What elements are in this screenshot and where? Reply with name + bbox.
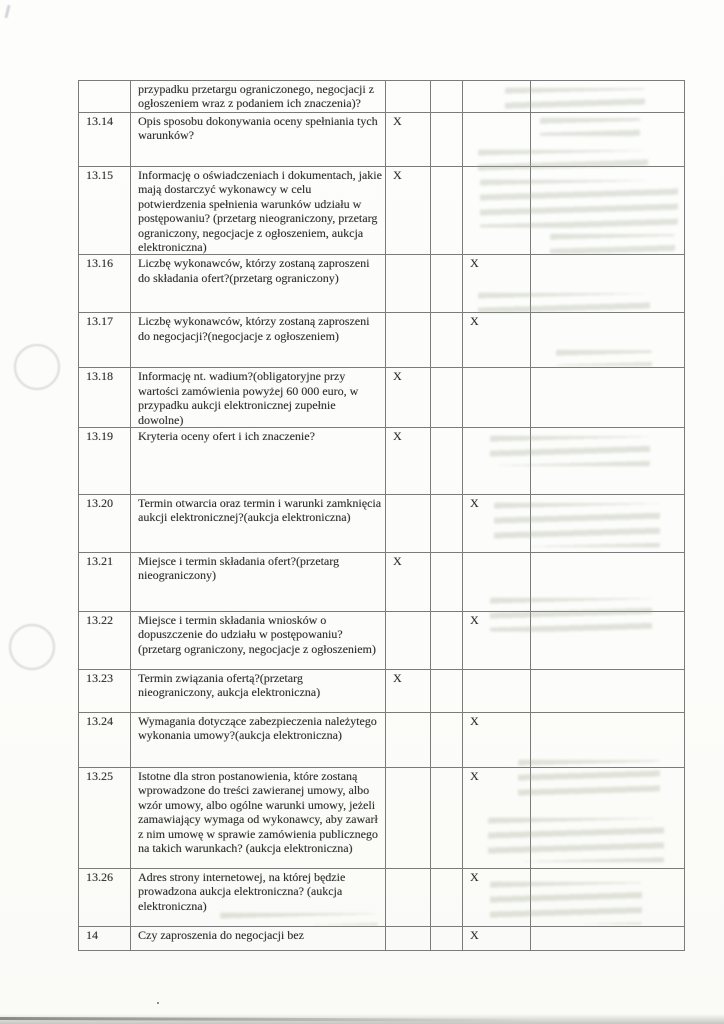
page-edge-line <box>0 1017 560 1022</box>
empty-mark-cell <box>531 167 685 255</box>
row-number: 13.23 <box>79 670 131 713</box>
empty-mark-cell <box>463 167 531 255</box>
empty-mark-cell <box>431 167 463 255</box>
row-question: Informację o oświadczeniach i dokumentach, jakie mają dostarczyć wykonawcy w celu potwierdzenia spełnienia warunków udziału w postępowaniu? (przetarg nieograniczony, przetarg ograniczony, negocjacje z ogłoszeniem, aukcja elektroniczna) <box>131 167 386 255</box>
x-mark-cell: X <box>386 553 431 612</box>
binder-hole-mark <box>14 344 60 390</box>
x-mark-cell: X <box>463 612 531 670</box>
table-row <box>79 167 685 255</box>
empty-mark-cell <box>463 553 531 612</box>
empty-mark-cell <box>531 368 685 428</box>
row-number <box>79 81 131 113</box>
empty-mark-cell <box>431 670 463 713</box>
x-mark-cell: X <box>463 927 531 951</box>
table-row <box>79 927 685 951</box>
row-number: 13.20 <box>79 495 131 553</box>
x-mark-cell: X <box>463 713 531 768</box>
empty-mark-cell <box>386 255 431 313</box>
scan-speck <box>4 5 10 18</box>
empty-mark-cell <box>386 81 431 113</box>
x-mark-cell: X <box>463 495 531 553</box>
empty-mark-cell <box>463 368 531 428</box>
empty-mark-cell <box>463 428 531 495</box>
table-row <box>79 553 685 612</box>
empty-mark-cell <box>386 313 431 368</box>
empty-mark-cell <box>386 927 431 951</box>
table-row <box>79 428 685 495</box>
row-number: 13.21 <box>79 553 131 612</box>
empty-mark-cell <box>531 670 685 713</box>
row-question: Miejsce i termin składania ofert?(przetarg nieograniczony) <box>131 553 386 612</box>
empty-mark-cell <box>386 869 431 927</box>
x-mark-cell: X <box>463 768 531 869</box>
x-mark-cell: X <box>386 368 431 428</box>
empty-mark-cell <box>531 713 685 768</box>
table-row <box>79 313 685 368</box>
empty-mark-cell <box>463 81 531 113</box>
table-row <box>79 713 685 768</box>
table-row <box>79 612 685 670</box>
table-row <box>79 81 685 113</box>
table-row <box>79 869 685 927</box>
scan-dot <box>157 1002 159 1004</box>
row-number: 13.17 <box>79 313 131 368</box>
empty-mark-cell <box>531 612 685 670</box>
empty-mark-cell <box>531 869 685 927</box>
row-question: Liczbę wykonawców, którzy zostaną zaproszeni do negocjacji?(negocjacje z ogłoszeniem) <box>131 313 386 368</box>
empty-mark-cell <box>431 869 463 927</box>
row-number: 13.15 <box>79 167 131 255</box>
empty-mark-cell <box>386 768 431 869</box>
empty-mark-cell <box>431 768 463 869</box>
row-number: 13.14 <box>79 113 131 167</box>
empty-mark-cell <box>531 428 685 495</box>
empty-mark-cell <box>431 713 463 768</box>
row-question: Liczbę wykonawców, którzy zostaną zaproszeni do składania ofert?(przetarg ograniczony) <box>131 255 386 313</box>
row-question: Informację nt. wadium?(obligatoryjne przy wartości zamówienia powyżej 60 000 euro, w przypadku aukcji elektronicznej zupełnie dowolne) <box>131 368 386 428</box>
row-number: 13.26 <box>79 869 131 927</box>
x-mark-cell: X <box>386 670 431 713</box>
row-number: 13.16 <box>79 255 131 313</box>
empty-mark-cell <box>431 495 463 553</box>
questionnaire-body <box>79 81 685 951</box>
table-row <box>79 768 685 869</box>
empty-mark-cell <box>463 670 531 713</box>
row-question: Kryteria oceny ofert i ich znaczenie? <box>131 428 386 495</box>
empty-mark-cell <box>431 368 463 428</box>
empty-mark-cell <box>431 113 463 167</box>
row-question: Istotne dla stron postanowienia, które zostaną wprowadzone do treści zawieranej umowy, albo wzór umowy, albo ogólne warunki umowy, jeżeli zamawiający wymaga od wykonawcy, aby zawarł z nim umowę w sprawie zamówienia publicznego na takich warunkach? (aukcja elektroniczna) <box>131 768 386 869</box>
table-row <box>79 495 685 553</box>
row-question: Opis sposobu dokonywania oceny spełniania tych warunków? <box>131 113 386 167</box>
empty-mark-cell <box>531 113 685 167</box>
empty-mark-cell <box>431 313 463 368</box>
empty-mark-cell <box>531 553 685 612</box>
row-question: Miejsce i termin składania wniosków o dopuszczenie do udziału w postępowaniu?(przetarg ograniczony, negocjacje z ogłoszeniem) <box>131 612 386 670</box>
row-number: 13.25 <box>79 768 131 869</box>
row-number: 13.19 <box>79 428 131 495</box>
empty-mark-cell <box>431 81 463 113</box>
row-number: 14 <box>79 927 131 951</box>
empty-mark-cell <box>386 612 431 670</box>
row-question: Adres strony internetowej, na której będzie prowadzona aukcja elektroniczna? (aukcja elektroniczna) <box>131 869 386 927</box>
empty-mark-cell <box>531 768 685 869</box>
x-mark-cell: X <box>463 255 531 313</box>
page-edge-shadow <box>0 1014 724 1024</box>
table-row <box>79 670 685 713</box>
row-question: Wymagania dotyczące zabezpieczenia należytego wykonania umowy?(aukcja elektroniczna) <box>131 713 386 768</box>
empty-mark-cell <box>431 927 463 951</box>
questionnaire-table <box>78 80 685 951</box>
row-question: Termin otwarcia oraz termin i warunki zamknięcia aukcji elektronicznej?(aukcja elektroniczna) <box>131 495 386 553</box>
empty-mark-cell <box>531 927 685 951</box>
empty-mark-cell <box>531 255 685 313</box>
empty-mark-cell <box>431 612 463 670</box>
empty-mark-cell <box>531 495 685 553</box>
empty-mark-cell <box>431 553 463 612</box>
table-row <box>79 255 685 313</box>
x-mark-cell: X <box>386 167 431 255</box>
x-mark-cell: X <box>463 869 531 927</box>
table-row <box>79 368 685 428</box>
x-mark-cell: X <box>463 313 531 368</box>
empty-mark-cell <box>463 113 531 167</box>
row-question: Czy zaproszenia do negocjacji bez <box>131 927 386 951</box>
row-number: 13.22 <box>79 612 131 670</box>
empty-mark-cell <box>386 713 431 768</box>
row-question: Termin związania ofertą?(przetarg nieograniczony, aukcja elektroniczna) <box>131 670 386 713</box>
row-number: 13.24 <box>79 713 131 768</box>
empty-mark-cell <box>431 428 463 495</box>
empty-mark-cell <box>531 313 685 368</box>
empty-mark-cell <box>431 255 463 313</box>
binder-hole-mark <box>9 624 55 670</box>
empty-mark-cell <box>531 81 685 113</box>
x-mark-cell: X <box>386 113 431 167</box>
row-question: przypadku przetargu ograniczonego, negocjacji z ogłoszeniem wraz z podaniem ich znaczenia)? <box>131 81 386 113</box>
empty-mark-cell <box>386 495 431 553</box>
x-mark-cell: X <box>386 428 431 495</box>
table-row <box>79 113 685 167</box>
row-number: 13.18 <box>79 368 131 428</box>
